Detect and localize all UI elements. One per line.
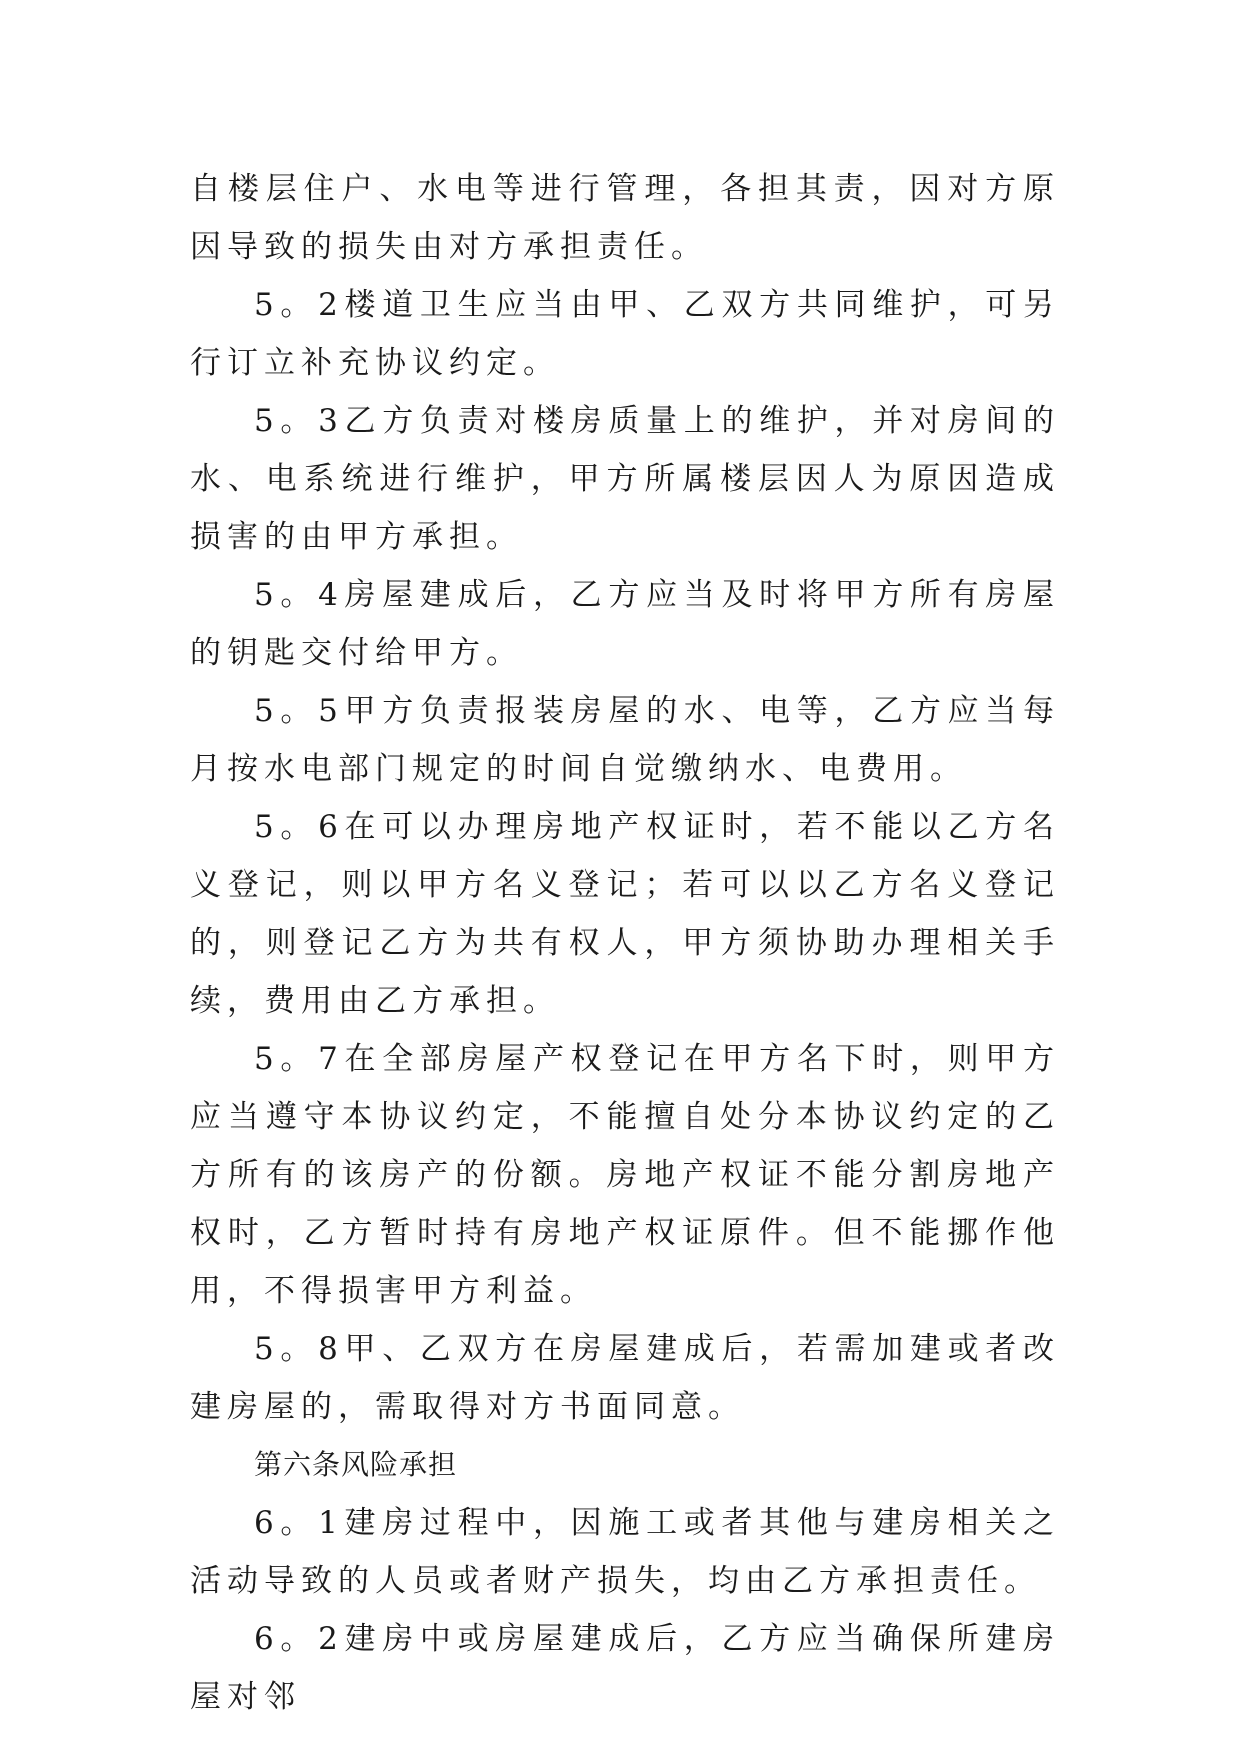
- clause-5-4: 5。4房屋建成后，乙方应当及时将甲方所有房屋的钥匙交付给甲方。: [190, 577, 1060, 671]
- section-heading-article-6: 第六条风险承担: [254, 1448, 458, 1481]
- clause-5-7: 5。7在全部房屋产权登记在甲方名下时，则甲方应当遵守本协议约定，不能擅自处分本协议约定的乙方所有的该房产的份额。房地产权证不能分割房地产权时，乙方暂时持有房地产权证原件。但不能挪作他用，不得损害甲方利益。: [190, 1041, 1060, 1309]
- clause-5-2: 5。2楼道卫生应当由甲、乙双方共同维护，可另行订立补充协议约定。: [190, 287, 1060, 381]
- clause-5-5: 5。5甲方负责报装房屋的水、电等，乙方应当每月按水电部门规定的时间自觉缴纳水、电费用。: [190, 693, 1060, 787]
- clause-5-3: 5。3乙方负责对楼房质量上的维护，并对房间的水、电系统进行维护，甲方所属楼层因人为原因造成损害的由甲方承担。: [190, 403, 1060, 555]
- clause-5-8: 5。8甲、乙双方在房屋建成后，若需加建或者改建房屋的，需取得对方书面同意。: [190, 1331, 1060, 1425]
- paragraph-continuation: 自楼层住户、水电等进行管理，各担其责，因对方原因导致的损失由对方承担责任。: [190, 171, 1060, 265]
- clause-6-2: 6。2建房中或房屋建成后，乙方应当确保所建房屋对邻: [190, 1621, 1060, 1715]
- document-body: [190, 160, 1060, 1726]
- clause-6-1: 6。1建房过程中，因施工或者其他与建房相关之活动导致的人员或者财产损失，均由乙方承担责任。: [190, 1505, 1060, 1599]
- clause-5-6: 5。6在可以办理房地产权证时，若不能以乙方名义登记，则以甲方名义登记；若可以以乙方名义登记的，则登记乙方为共有权人，甲方须协助办理相关手续，费用由乙方承担。: [190, 809, 1060, 1019]
